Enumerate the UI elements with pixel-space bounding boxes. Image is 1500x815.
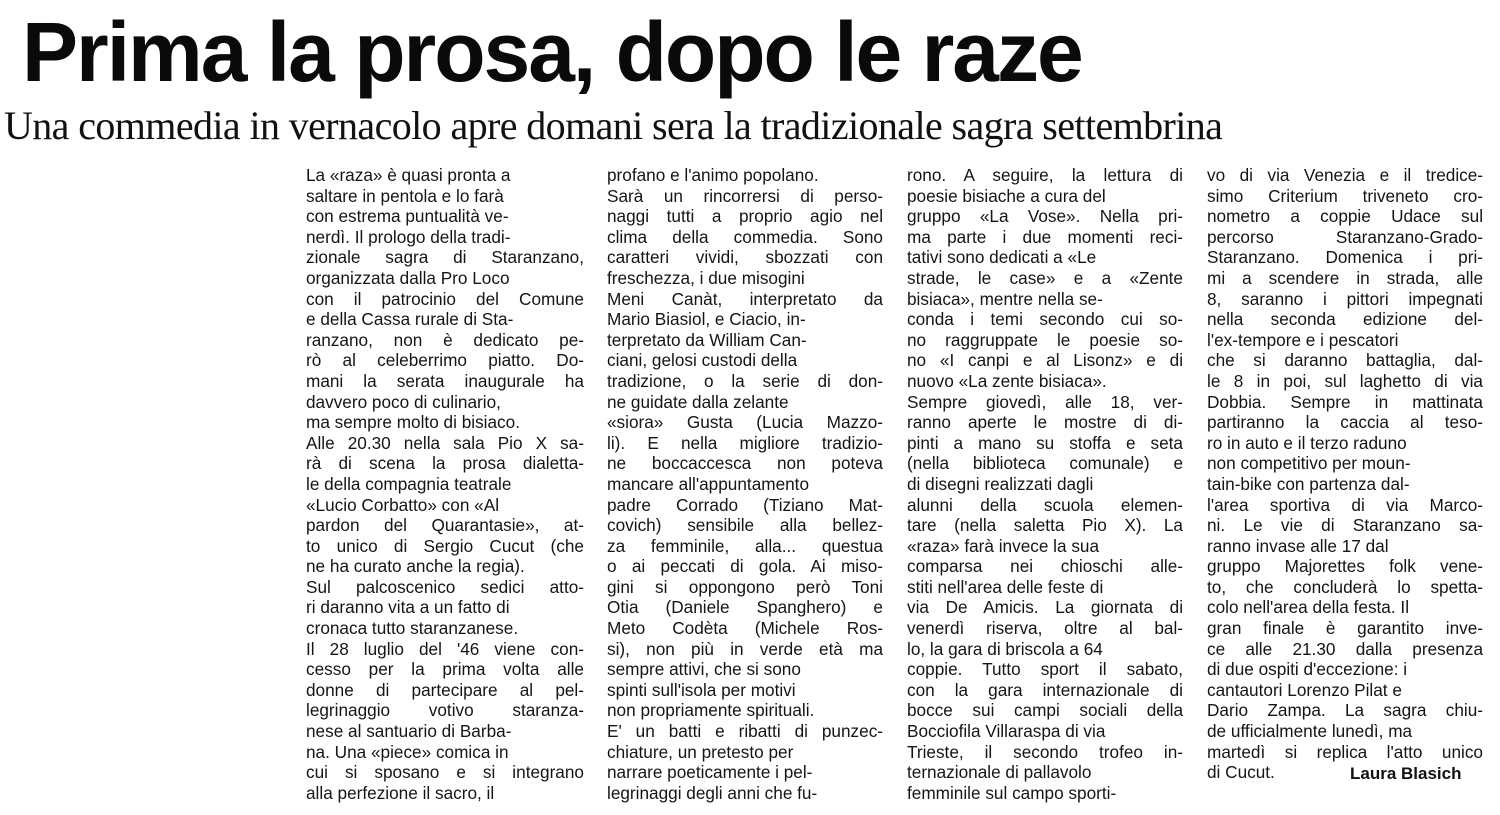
- article-text-line: sempre attivi, che si sono: [607, 659, 801, 680]
- article-text-line: mani la serata inaugurale ha: [306, 370, 584, 391]
- article-text-line: lo, la gara di briscola a 64: [907, 638, 1103, 659]
- article-text-line: Il 28 luglio del '46 viene con-: [306, 638, 584, 659]
- article-text-line: rono. A seguire, la lettura di: [907, 165, 1183, 185]
- article-text-line: donne di partecipare al pel-: [306, 679, 584, 700]
- article-text-line: con estrema puntualità ve-: [306, 206, 509, 227]
- article-text-line: con il patrocinio del Comune: [306, 288, 584, 309]
- article-text-line: l'area sportiva di via Marco-: [1207, 494, 1484, 515]
- article-text-line: con la gara internazionale di: [907, 679, 1183, 700]
- article-text-line: ranno aperte le mostre di di-: [907, 412, 1184, 433]
- article-text-line: cui si sposano e si integrano: [306, 762, 584, 783]
- article-text-line: tain-bike con partenza dal-: [1207, 473, 1410, 494]
- article-text-line: nuovo «La zente bisiaca».: [907, 370, 1107, 391]
- article-text-line: colo nell'area della festa. Il: [1207, 597, 1410, 618]
- article-text-line: ternazionale di pallavolo: [907, 762, 1092, 783]
- article-text-line: Meni Canàt, interpretato da: [607, 288, 883, 309]
- article-text-line: nerdì. Il prologo della tradi-: [306, 226, 511, 247]
- article-text-line: percorso Staranzano-Grado-: [1207, 226, 1483, 247]
- article-text-line: di disegni realizzati dagli: [907, 473, 1094, 494]
- article-text-line: narrare poeticamente i pel-: [607, 762, 813, 783]
- article-text-line: organizzata dalla Pro Loco: [306, 267, 510, 288]
- article-text-line: E' un batti e ribatti di punzec-: [607, 721, 884, 742]
- article-text-line: si), non più in verde età ma: [607, 638, 884, 659]
- article-text-line: terpretato da William Can-: [607, 329, 807, 350]
- article-text-line: to, che concluderà lo spetta-: [1207, 576, 1484, 597]
- article-text-line: tradizione, o la serie di don-: [607, 370, 883, 391]
- article-text-line: Meto Codèta (Michele Ros-: [607, 618, 884, 639]
- article-text-line: rà di scena la prosa dialetta-: [306, 453, 585, 474]
- article-text-line: li). E nella migliore tradizio-: [607, 432, 883, 453]
- article-text-line: martedì si replica l'atto unico: [1207, 741, 1483, 762]
- article-text-line: gruppo «La Vose». Nella pri-: [907, 206, 1184, 227]
- article-text-line: comparsa nei chioschi alle-: [907, 556, 1183, 577]
- article-text-line: le della compagnia teatrale: [306, 473, 512, 494]
- article-text-line: bisiaca», mentre nella se-: [907, 288, 1103, 309]
- article-text-line: tativi sono dedicati a «Le: [907, 247, 1097, 268]
- article-text-line: pardon del Quarantasie», at-: [306, 515, 584, 536]
- article-text-line: spinti sull'isola per motivi: [607, 679, 796, 700]
- article-text-line: ranno invase alle 17 dal: [1207, 535, 1389, 556]
- article-text-line: di Cucut.: [1207, 762, 1275, 783]
- article-text-line: bocce sui campi sociali della: [907, 700, 1184, 721]
- article-text-line: naggi tutti a proprio agio nel: [607, 206, 884, 227]
- article-text-line: gini si oppongono però Toni: [607, 576, 883, 597]
- article-text-line: ne guidate dalla zelante: [607, 391, 789, 412]
- article-text-line: coppie. Tutto sport il sabato,: [907, 659, 1183, 680]
- article-text-line: le 8 in poi, sul laghetto di via: [1207, 370, 1483, 391]
- article-column-4: [1207, 165, 1483, 783]
- article-text-line: ro in auto e il terzo raduno: [1207, 432, 1407, 453]
- article-text-line: simo Criterium triveneto cro-: [1207, 185, 1483, 206]
- article-text-line: za femminile, alla... questua: [607, 535, 883, 556]
- article-text-line: ni. Le vie di Staranzano sa-: [1207, 515, 1483, 536]
- article-text-line: via De Amicis. La giornata di: [907, 597, 1184, 618]
- article-text-line: no raggruppate le poesie so-: [907, 329, 1183, 350]
- article-text-line: mancare all'appuntamento: [607, 473, 810, 494]
- article-column-3: [907, 165, 1183, 803]
- article-text-line: to unico di Sergio Cucut (che: [306, 535, 584, 556]
- article-text-line: Sarà un rincorrersi di perso-: [607, 185, 884, 206]
- article-text-line: partiranno la caccia al teso-: [1207, 412, 1483, 433]
- article-text-line: pinti a mano su stoffa e seta: [907, 432, 1183, 453]
- article-text-line: gran finale è garantito inve-: [1207, 618, 1484, 639]
- article-text-line: ma parte i due momenti reci-: [907, 226, 1183, 247]
- article-text-line: Alle 20.30 nella sala Pio X sa-: [306, 432, 584, 453]
- article-text-line: alla perfezione il sacro, il: [306, 782, 495, 803]
- article-text-line: vo di via Venezia e il tredice-: [1207, 165, 1484, 185]
- article-text-line: caratteri vividi, sbozzati con: [607, 247, 884, 268]
- article-text-line: Mario Biasiol, e Ciacio, in-: [607, 309, 806, 330]
- article-text-line: ma sempre molto di bisiaco.: [306, 412, 520, 433]
- article-text-line: tare (nella saletta Pio X). La: [907, 515, 1183, 536]
- article-text-line: venerdì riserva, oltre al bal-: [907, 618, 1184, 639]
- article-text-line: La «raza» è quasi pronta a: [306, 165, 511, 185]
- article-text-line: femminile sul campo sporti-: [907, 782, 1117, 803]
- article-text-line: strade, le case» e a «Zente: [907, 267, 1183, 288]
- article-text-line: nometro a coppie Udace sul: [1207, 206, 1484, 227]
- article-text-line: zionale sagra di Staranzano,: [306, 247, 584, 268]
- article-text-line: nella seconda edizione del-: [1207, 309, 1483, 330]
- article-text-line: legrinaggi degli anni che fu-: [607, 782, 818, 803]
- article-text-line: ne ha curato anche la regia).: [306, 556, 525, 577]
- article-text-line: na. Una «piece» comica in: [306, 741, 509, 762]
- article-text-line: stiti nell'area delle feste di: [907, 576, 1104, 597]
- article-text-line: Sempre giovedì, alle 18, ver-: [907, 391, 1184, 412]
- article-text-line: Dobbia. Sempre in mattinata: [1207, 391, 1483, 412]
- article-text-line: «raza» farà invece la sua: [907, 535, 1100, 556]
- article-column-1: [306, 165, 584, 803]
- article-text-line: Trieste, il secondo trofeo in-: [907, 741, 1183, 762]
- article-text-line: davvero poco di culinario,: [306, 391, 501, 412]
- article-text-line: clima della commedia. Sono: [607, 226, 883, 247]
- article-text-line: di due ospiti d'eccezione: i: [1207, 659, 1408, 680]
- article-text-line: ri daranno vita a un fatto di: [306, 597, 510, 618]
- article-text-line: ranzano, non è dedicato pe-: [306, 329, 585, 350]
- article-text-line: conda i temi secondo cui so-: [907, 309, 1183, 330]
- article-text-line: cantautori Lorenzo Pilat e: [1207, 679, 1402, 700]
- article-text-line: gruppo Majorettes folk vene-: [1207, 556, 1483, 577]
- byline: Laura Blasich: [1350, 764, 1462, 783]
- article-text-line: rò al celeberrimo piatto. Do-: [306, 350, 584, 371]
- article-text-line: legrinaggio votivo staranza-: [306, 700, 585, 721]
- article-text-line: Sul palcoscenico sedici atto-: [306, 576, 585, 597]
- article-text-line: o ai peccati di gola. Ai miso-: [607, 556, 883, 577]
- article-text-line: Staranzano. Domenica i pri-: [1207, 247, 1484, 268]
- article-text-line: (nella biblioteca comunale) e: [907, 453, 1183, 474]
- article-text-line: de ufficialmente lunedì, ma: [1207, 721, 1413, 742]
- article-text-line: no «I canpi e al Lisonz» e di: [907, 350, 1184, 371]
- article-text-line: «siora» Gusta (Lucia Mazzo-: [607, 412, 883, 433]
- article-text-line: ne boccaccesca non poteva: [607, 453, 883, 474]
- article-text-line: «Lucio Corbatto» con «Al: [306, 494, 500, 515]
- article-text-line: cesso per la prima volta alle: [306, 659, 584, 680]
- article-text-line: ce alle 21.30 dalla presenza: [1207, 638, 1483, 659]
- article-text-line: poesie bisiache a cura del: [907, 185, 1106, 206]
- article-text-line: ciani, gelosi custodi della: [607, 350, 798, 371]
- article-text-line: padre Corrado (Tiziano Mat-: [607, 494, 883, 515]
- article-text-line: saltare in pentola e lo farà: [306, 185, 504, 206]
- article-text-line: cronaca tutto staranzanese.: [306, 618, 519, 639]
- article-text-line: mi a scendere in strada, alle: [1207, 267, 1484, 288]
- article-text-line: l'ex-tempore e i pescatori: [1207, 329, 1399, 350]
- article-text-line: nese al santuario di Barba-: [306, 721, 512, 742]
- article-text-line: Bocciofila Villaraspa di via: [907, 721, 1106, 742]
- article-text-line: alunni della scuola elemen-: [907, 494, 1183, 515]
- article-text-line: chiature, un pretesto per: [607, 741, 794, 762]
- subheadline: Una commedia in vernacolo apre domani sera la tradizionale sagra settembrina: [4, 103, 1223, 148]
- article-text-line: che si daranno battaglia, dal-: [1207, 350, 1483, 371]
- article-text-line: covich) sensibile alla bellez-: [607, 515, 884, 536]
- article-text-line: Otia (Daniele Spanghero) e: [607, 597, 883, 618]
- article-column-2: [607, 165, 883, 803]
- article-text-line: profano e l'animo popolano.: [607, 165, 819, 185]
- article-text-line: 8, saranno i pittori impegnati: [1207, 288, 1483, 309]
- article-text-line: Dario Zampa. La sagra chiu-: [1207, 700, 1484, 721]
- article-text-line: non propriamente spirituali.: [607, 700, 815, 721]
- article-text-line: non competitivo per moun-: [1207, 453, 1411, 474]
- article-text-line: e della Cassa rurale di Sta-: [306, 309, 514, 330]
- article-text-line: freschezza, i due misogini: [607, 267, 805, 288]
- headline: Prima la prosa, dopo le raze: [22, 5, 1082, 99]
